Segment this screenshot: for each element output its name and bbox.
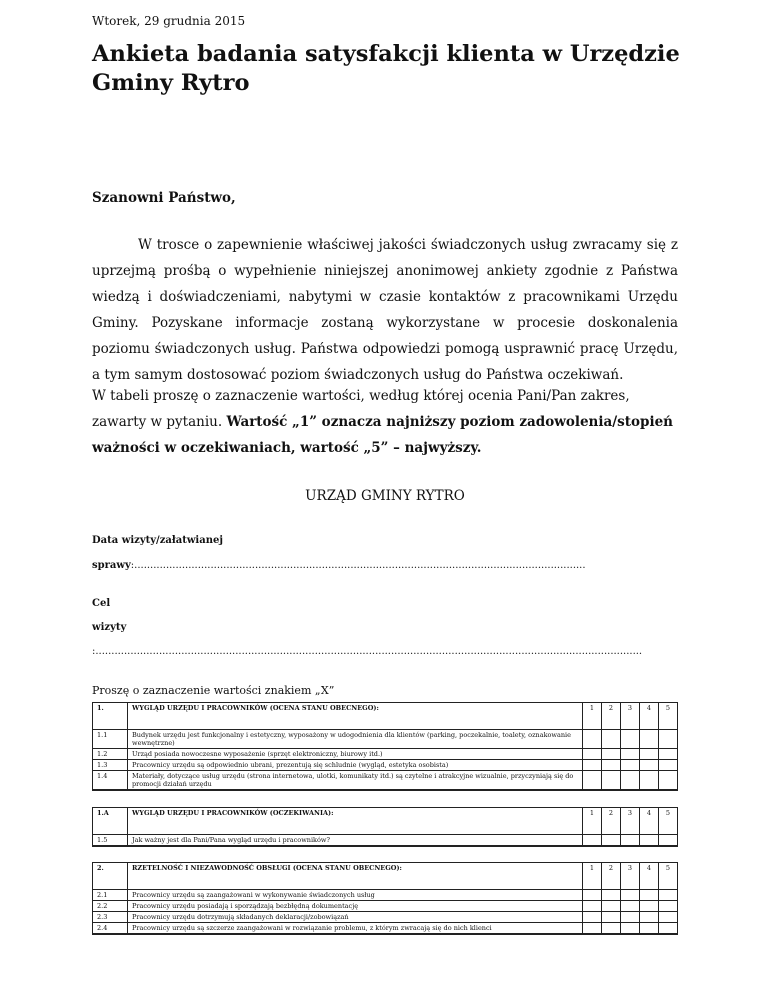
- section-header-row: [93, 863, 678, 890]
- rating-cell-3[interactable]: [621, 771, 640, 791]
- intro-paragraph: W trosce o zapewnienie właściwej jakości świadczonych usług zwracamy się z uprzejmą prośbą o wypełnienie niniejszej anonimowej ankiety zgodnie z Państwa wiedzą i doświadczeniami, nabytymi w czasie kontaktów z pracownikami Urzędu Gminy. Pozyskane informacje zostaną wykorzystane w procesie doskonalenia poziomu świadczonych usług. Państwa odpowiedzi pomogą usprawnić pracę Urzędu, a tym samym dostosować poziom świadczonych usług do Państwa oczekiwań.: [92, 237, 678, 383]
- table-row: [93, 901, 678, 912]
- rating-cell-2[interactable]: [602, 771, 621, 791]
- instructions-plain: W tabeli proszę o zaznaczenie wartości, według której ocenia Pani/Pan zakres, zawarty w pytaniu.: [92, 388, 630, 430]
- rating-cell-1[interactable]: [583, 890, 602, 901]
- rating-cell-1[interactable]: [583, 923, 602, 935]
- table-row: [93, 835, 678, 847]
- scale-header-2: 2: [602, 808, 621, 835]
- scale-header-5: 5: [659, 703, 678, 730]
- scale-header-3: 3: [621, 808, 640, 835]
- mark-instruction: Proszę o zaznaczenie wartości znakiem „X”: [92, 684, 335, 697]
- rating-cell-5[interactable]: [659, 760, 678, 771]
- rating-cell-4[interactable]: [640, 890, 659, 901]
- table-row: [93, 912, 678, 923]
- section-title: RZETELNOŚĆ I NIEZAWODNOŚĆ OBSŁUGI (OCENA STANU OBECNEGO):: [128, 863, 583, 890]
- row-question: Pracownicy urzędu są odpowiednio ubrani, prezentują się schludnie (wygląd, estetyka osobista): [128, 760, 583, 771]
- section-number: 1.: [93, 703, 128, 730]
- office-heading: URZĄD GMINY RYTRO: [305, 488, 465, 504]
- scale-header-1: 1: [583, 703, 602, 730]
- instructions-bold: Wartość „1” oznacza najniższy poziom zadowolenia/stopień ważności w oczekiwaniach, wartość „5” – najwyższy.: [92, 414, 673, 456]
- row-number: 1.3: [93, 760, 128, 771]
- row-question: Urząd posiada nowoczesne wyposażenie (sprzęt elektroniczny, biurowy itd.): [128, 749, 583, 760]
- table-row: [93, 771, 678, 791]
- table-row: [93, 749, 678, 760]
- scale-header-3: 3: [621, 863, 640, 890]
- row-number: 1.1: [93, 730, 128, 749]
- row-number: 2.3: [93, 912, 128, 923]
- rating-cell-5[interactable]: [659, 771, 678, 791]
- section-header-row: [93, 808, 678, 835]
- rating-cell-3[interactable]: [621, 749, 640, 760]
- visit-purpose-label: Cel: [92, 598, 111, 609]
- table-row: [93, 730, 678, 749]
- row-number: 2.1: [93, 890, 128, 901]
- rating-cell-2[interactable]: [602, 760, 621, 771]
- row-question: Pracownicy urzędu posiadają i sporządzają bezbłędną dokumentację: [128, 901, 583, 912]
- visit-date-label-2: sprawy: [92, 560, 131, 571]
- scale-header-5: 5: [659, 808, 678, 835]
- rating-cell-5[interactable]: [659, 749, 678, 760]
- scale-header-2: 2: [602, 863, 621, 890]
- rating-cell-1[interactable]: [583, 760, 602, 771]
- rating-cell-5[interactable]: [659, 923, 678, 935]
- section-number: 2.: [93, 863, 128, 890]
- survey-table: [92, 702, 678, 791]
- visit-date-field[interactable]: [92, 560, 678, 571]
- row-number: 2.2: [93, 901, 128, 912]
- rating-cell-4[interactable]: [640, 749, 659, 760]
- rating-cell-2[interactable]: [602, 730, 621, 749]
- scale-header-4: 4: [640, 863, 659, 890]
- rating-cell-4[interactable]: [640, 923, 659, 935]
- rating-cell-1[interactable]: [583, 901, 602, 912]
- rating-cell-1[interactable]: [583, 912, 602, 923]
- scale-header-1: 1: [583, 808, 602, 835]
- rating-cell-2[interactable]: [602, 901, 621, 912]
- survey-table: [92, 862, 678, 935]
- rating-cell-2[interactable]: [602, 923, 621, 935]
- row-number: 2.4: [93, 923, 128, 935]
- instructions-paragraph: [92, 383, 678, 461]
- scale-header-5: 5: [659, 863, 678, 890]
- scale-header-4: 4: [640, 808, 659, 835]
- rating-cell-3[interactable]: [621, 730, 640, 749]
- rating-cell-5[interactable]: [659, 890, 678, 901]
- rating-cell-4[interactable]: [640, 901, 659, 912]
- row-question: Pracownicy urzędu są szczerze zaangażowani w rozwiązanie problemu, z którym zwracają się do nich klienci: [128, 923, 583, 935]
- section-header-row: [93, 703, 678, 730]
- section-number: 1.A: [93, 808, 128, 835]
- rating-cell-3[interactable]: [621, 912, 640, 923]
- scale-header-4: 4: [640, 703, 659, 730]
- rating-cell-1[interactable]: [583, 730, 602, 749]
- rating-cell-5[interactable]: [659, 835, 678, 847]
- rating-cell-4[interactable]: [640, 730, 659, 749]
- rating-cell-2[interactable]: [602, 835, 621, 847]
- row-number: 1.2: [93, 749, 128, 760]
- section-title: WYGLĄD URZĘDU I PRACOWNIKÓW (OCENA STANU OBECNEGO):: [128, 703, 583, 730]
- rating-cell-4[interactable]: [640, 760, 659, 771]
- rating-cell-2[interactable]: [602, 890, 621, 901]
- row-question: Pracownicy urzędu są zaangażowani w wykonywanie świadczonych usług: [128, 890, 583, 901]
- rating-cell-3[interactable]: [621, 901, 640, 912]
- section-title: WYGLĄD URZĘDU I PRACOWNIKÓW (OCZEKIWANIA):: [128, 808, 583, 835]
- greeting: Szanowni Państwo,: [92, 190, 236, 206]
- table-row: [93, 890, 678, 901]
- scale-header-3: 3: [621, 703, 640, 730]
- rating-cell-3[interactable]: [621, 760, 640, 771]
- row-number: 1.5: [93, 835, 128, 847]
- survey-table: [92, 807, 678, 847]
- rating-cell-2[interactable]: [602, 912, 621, 923]
- rating-cell-4[interactable]: [640, 912, 659, 923]
- rating-cell-5[interactable]: [659, 912, 678, 923]
- visit-purpose-label-2: wizyty: [92, 622, 127, 633]
- rating-cell-3[interactable]: [621, 835, 640, 847]
- rating-cell-4[interactable]: [640, 771, 659, 791]
- row-question: Budynek urzędu jest funkcjonalny i estetyczny, wyposażony w udogodnienia dla klientów (parking, poczekalnie, toalety, oznakowanie wewnętrzne): [128, 730, 583, 749]
- rating-cell-5[interactable]: [659, 901, 678, 912]
- rating-cell-4[interactable]: [640, 835, 659, 847]
- table-row: [93, 760, 678, 771]
- rating-cell-2[interactable]: [602, 749, 621, 760]
- visit-date-label: Data wizyty/załatwianej: [92, 535, 223, 546]
- visit-date-dots: :..............................................................................................................................................: [130, 560, 586, 571]
- rating-cell-1[interactable]: [583, 749, 602, 760]
- rating-cell-1[interactable]: [583, 835, 602, 847]
- row-question: Pracownicy urzędu dotrzymują składanych deklaracji/zobowiązań: [128, 912, 583, 923]
- scale-header-1: 1: [583, 863, 602, 890]
- rating-cell-3[interactable]: [621, 923, 640, 935]
- page-title: Ankieta badania satysfakcji klienta w Urzędzie Gminy Rytro: [92, 41, 680, 96]
- header-date: Wtorek, 29 grudnia 2015: [92, 14, 246, 28]
- table-row: [93, 923, 678, 935]
- rating-cell-1[interactable]: [583, 771, 602, 791]
- row-number: 1.4: [93, 771, 128, 791]
- rating-cell-5[interactable]: [659, 730, 678, 749]
- scale-header-2: 2: [602, 703, 621, 730]
- row-question: Jak ważny jest dla Pani/Pana wygląd urzędu i pracowników?: [128, 835, 583, 847]
- rating-cell-3[interactable]: [621, 890, 640, 901]
- visit-purpose-field[interactable]: :............................................................................................................................................................................: [92, 646, 643, 657]
- row-question: Materiały, dotyczące usług urzędu (strona internetowa, ulotki, komunikaty itd.) są czytelne i atrakcyjne wizualnie, przyczyniają się do promocji działań urzędu: [128, 771, 583, 791]
